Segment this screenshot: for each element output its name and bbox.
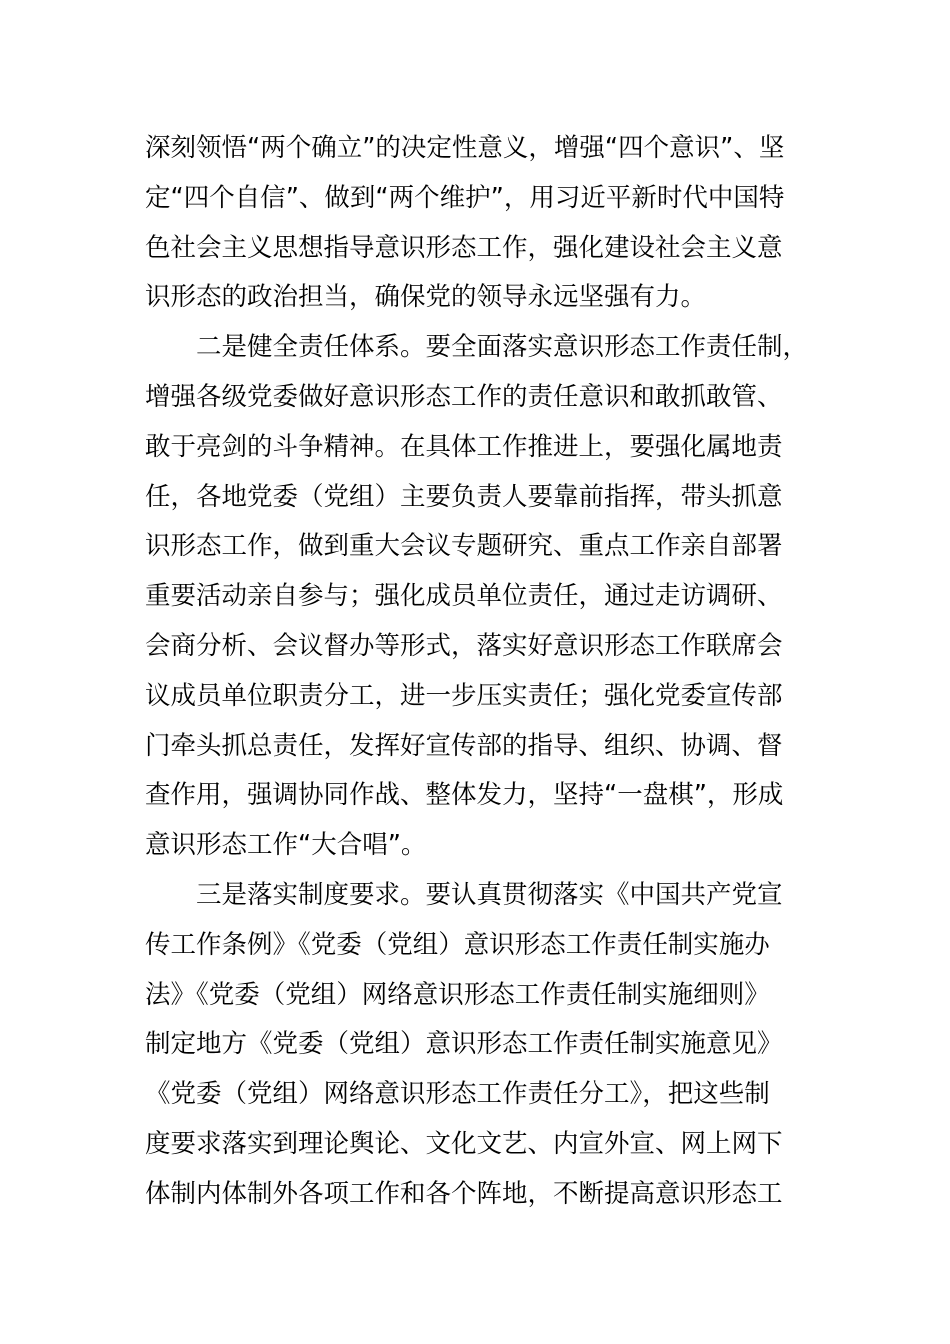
text-line: 敢于亮剑的斗争精神。在具体工作推进上，要强化属地责 [145, 431, 783, 462]
text-line: 二是健全责任体系。要全面落实意识形态工作责任制， [145, 332, 809, 363]
body-text [145, 124, 845, 1220]
text-line: 定“四个自信”、做到“两个维护”，用习近平新时代中国特 [145, 182, 785, 213]
text-line: 传工作条例》《党委（党组）意识形态工作责任制实施办 [145, 929, 770, 960]
text-line: 意识形态工作“大合唱”。 [145, 830, 427, 861]
text-line: 色社会主义思想指导意识形态工作，强化建设社会主义意 [145, 232, 783, 263]
text-line: 查作用，强调协同作战、整体发力，坚持“一盘棋”，形成 [145, 780, 784, 811]
text-line: 会商分析、会议督办等形式，落实好意识形态工作联席会 [145, 630, 783, 661]
text-line: 度要求落实到理论舆论、文化文艺、内宣外宣、网上网下 [145, 1128, 783, 1159]
text-line: 制定地方《党委（党组）意识形态工作责任制实施意见》 [145, 1029, 783, 1060]
text-line: 三是落实制度要求。要认真贯彻落实《中国共产党宣 [145, 879, 783, 910]
text-line: 重要活动亲自参与；强化成员单位责任，通过走访调研、 [145, 581, 783, 612]
text-line: 《党委（党组）网络意识形态工作责任分工》，把这些制 [145, 1079, 770, 1110]
text-line: 体制内体制外各项工作和各个阵地，不断提高意识形态工 [145, 1178, 783, 1209]
text-line: 深刻领悟“两个确立”的决定性意义，增强“四个意识”、坚 [145, 133, 785, 163]
text-line: 识形态工作，做到重大会议专题研究、重点工作亲自部署 [145, 531, 783, 562]
text-line: 门牵头抓总责任，发挥好宣传部的指导、组织、协调、督 [145, 730, 783, 761]
text-line: 增强各级党委做好意识形态工作的责任意识和敢抓敢管、 [145, 381, 783, 412]
text-line: 议成员单位职责分工，进一步压实责任；强化党委宣传部 [145, 680, 783, 711]
text-line: 任，各地党委（党组）主要负责人要靠前指挥，带头抓意 [145, 481, 783, 512]
text-line: 识形态的政治担当，确保党的领导永远坚强有力。 [145, 282, 707, 313]
text-line: 法》《党委（党组）网络意识形态工作责任制实施细则》 [145, 979, 770, 1010]
